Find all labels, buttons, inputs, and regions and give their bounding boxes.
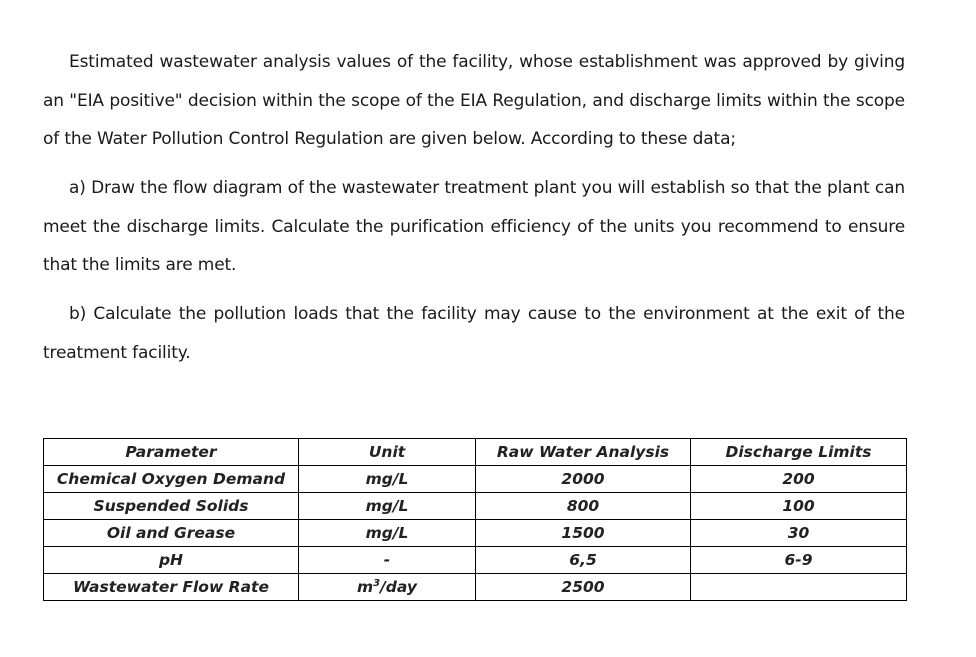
unit-superscript: 3 [373,577,381,589]
table-row [44,547,907,574]
header-raw-water: Raw Water Analysis [476,439,691,466]
cell-limit: 100 [691,493,907,520]
intro-text: Estimated wastewater analysis values of the facility, whose establishment was approved by giving an "EIA positive" decision within the scope of the EIA Regulation, and discharge limits within the scope of the Water Pollution Control Regulation are given below. According to these data; [43,52,905,149]
table-row [44,466,907,493]
part-a-text: a) Draw the flow diagram of the wastewater treatment plant you will establish so that the plant can meet the discharge limits. Calculate the purification efficiency of the units you recommend to ensure that the limits are met. [43,178,905,275]
table-row [44,574,907,601]
cell-parameter: Suspended Solids [44,493,299,520]
cell-raw: 800 [476,493,691,520]
header-unit: Unit [299,439,476,466]
cell-raw: 2000 [476,466,691,493]
cell-raw: 1500 [476,520,691,547]
cell-unit: mg/L [299,466,476,493]
unit-tail: /day [380,578,417,597]
table-row [44,520,907,547]
cell-limit: 6-9 [691,547,907,574]
wastewater-table [43,438,907,601]
cell-limit: 200 [691,466,907,493]
cell-raw: 6,5 [476,547,691,574]
unit-base: m [357,578,374,597]
cell-unit: mg/L [299,520,476,547]
intro-paragraph [43,43,905,159]
cell-limit [691,574,907,601]
cell-parameter: pH [44,547,299,574]
cell-parameter: Wastewater Flow Rate [44,574,299,601]
cell-unit: - [299,547,476,574]
table-row [44,493,907,520]
part-b-paragraph [43,295,905,372]
cell-raw: 2500 [476,574,691,601]
table-header-row [44,439,907,466]
header-discharge-limits: Discharge Limits [691,439,907,466]
cell-parameter: Oil and Grease [44,520,299,547]
part-b-text: b) Calculate the pollution loads that the facility may cause to the environment at the exit of the treatment facility. [43,304,905,363]
cell-parameter: Chemical Oxygen Demand [44,466,299,493]
cell-unit [299,574,476,601]
part-a-paragraph [43,169,905,285]
header-parameter: Parameter [44,439,299,466]
cell-limit: 30 [691,520,907,547]
cell-unit: mg/L [299,493,476,520]
